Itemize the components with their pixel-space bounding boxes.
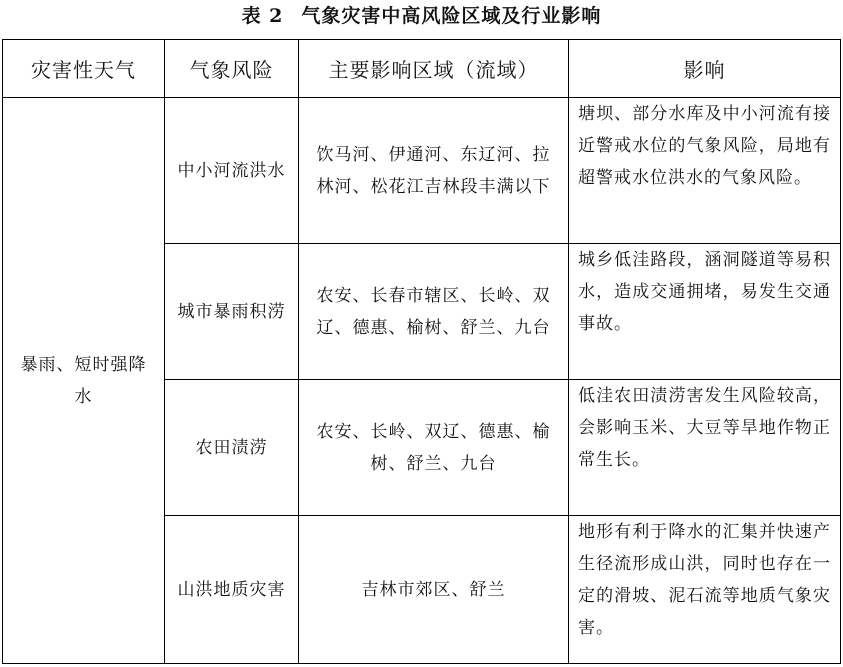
table-caption bbox=[0, 2, 843, 34]
risk-cell: 城市暴雨积涝 bbox=[165, 244, 299, 380]
header-region: 主要影响区域（流域） bbox=[299, 40, 569, 98]
header-row bbox=[3, 40, 841, 98]
region-cell: 饮马河、伊通河、东辽河、拉林河、松花江吉林段丰满以下 bbox=[299, 98, 569, 244]
risk-cell: 山洪地质灾害 bbox=[165, 516, 299, 664]
table-title: 气象灾害中高风险区域及行业影响 bbox=[301, 5, 602, 27]
region-cell: 农安、长春市辖区、长岭、双辽、德惠、榆树、舒兰、九台 bbox=[299, 244, 569, 380]
header-impact: 影响 bbox=[569, 40, 841, 98]
header-weather: 灾害性天气 bbox=[3, 40, 165, 98]
risk-table bbox=[2, 39, 841, 664]
header-risk: 气象风险 bbox=[165, 40, 299, 98]
risk-cell: 中小河流洪水 bbox=[165, 98, 299, 244]
region-cell: 吉林市郊区、舒兰 bbox=[299, 516, 569, 664]
region-cell: 农安、长岭、双辽、德惠、榆树、舒兰、九台 bbox=[299, 380, 569, 516]
weather-cell: 暴雨、短时强降水 bbox=[3, 98, 165, 664]
table-number: 表 2 bbox=[241, 5, 284, 27]
impact-cell: 城乡低洼路段，涵洞隧道等易积水，造成交通拥堵，易发生交通事故。 bbox=[569, 244, 841, 380]
impact-cell: 塘坝、部分水库及中小河流有接近警戒水位的气象风险，局地有超警戒水位洪水的气象风险。 bbox=[569, 98, 841, 244]
risk-cell: 农田渍涝 bbox=[165, 380, 299, 516]
impact-cell: 低洼农田渍涝害发生风险较高，会影响玉米、大豆等旱地作物正常生长。 bbox=[569, 380, 841, 516]
impact-cell: 地形有利于降水的汇集并快速产生径流形成山洪，同时也存在一定的滑坡、泥石流等地质气象灾害。 bbox=[569, 516, 841, 664]
table-row bbox=[3, 98, 841, 244]
